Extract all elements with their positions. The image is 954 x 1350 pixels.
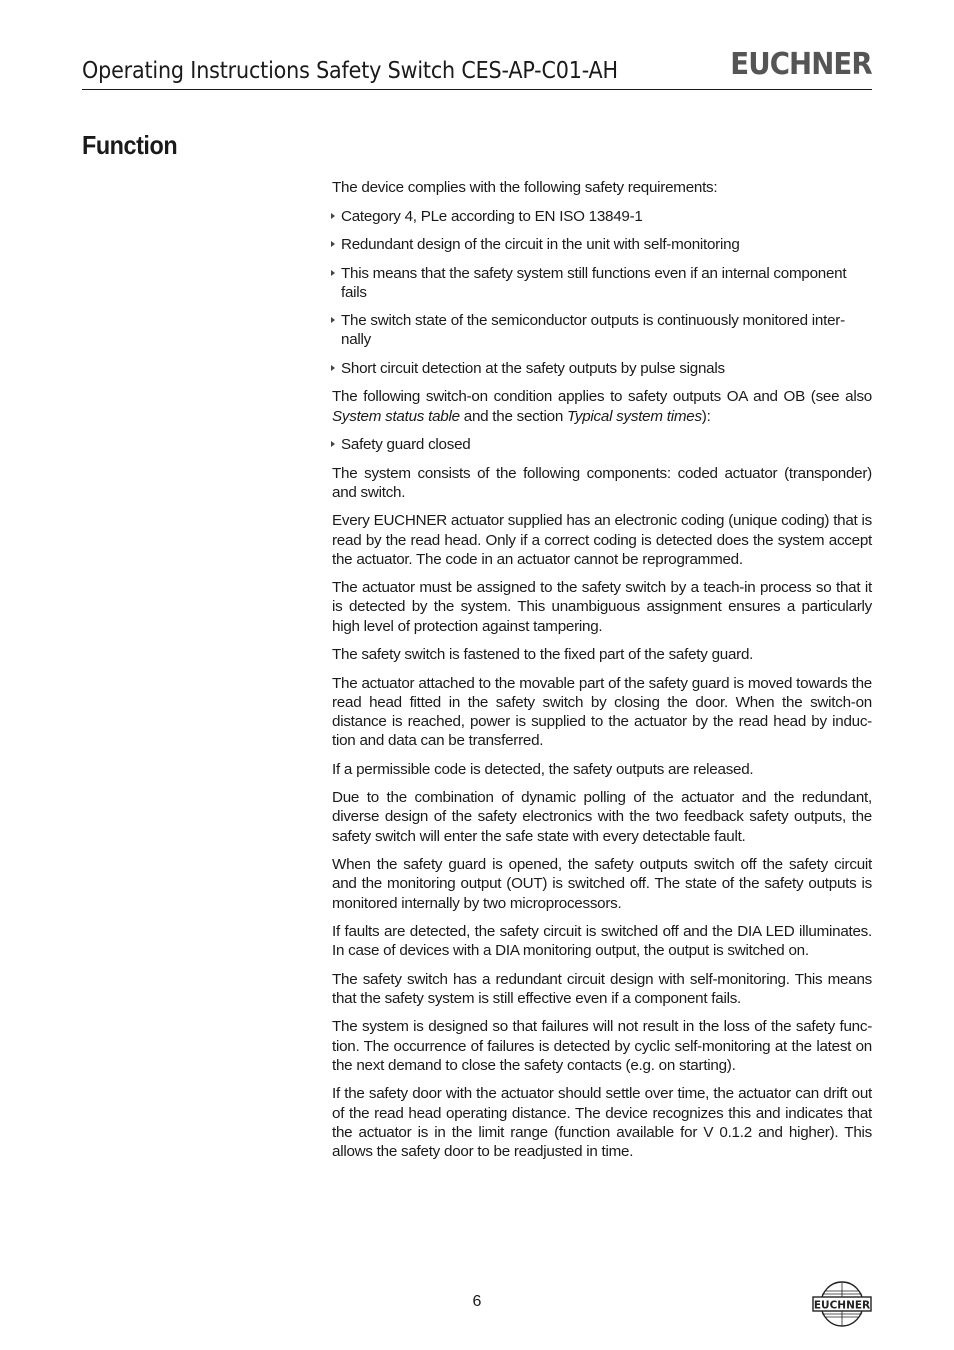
content-body [332,178,872,1170]
paragraph: The safety switch is fastened to the fixed part of the safety guard. [332,646,754,664]
paragraph: The actuator must be assigned to the safety switch by a teach-in process so that it is detected by the system. This unambiguous assignment ensures a particularly high level of protection against tampering. [332,579,872,635]
seal-text: EUCHNER [813,1299,871,1312]
page-header [82,48,872,90]
paragraph: The safety switch has a redundant circuit design with self-monitoring. This means that the safety system is still effective even if a component fails. [332,970,872,1007]
list-item: Redundant design of the circuit in the unit with self-monitoring [332,235,872,254]
page-number: 6 [472,1293,482,1310]
list-item: Short circuit detection at the safety outputs by pulse signals [332,359,872,378]
list-item: Category 4, PLe according to EN ISO 13849-1 [332,207,872,226]
intro-paragraph: The device complies with the following safety requirements: [332,179,718,196]
list-item: This means that the safety system still functions even if an internal component fails [332,264,872,302]
section-title: Function [82,130,178,160]
paragraph: When the safety guard is opened, the safety outputs switch off the safety circuit and the monitoring output (OUT) is switched off. The state of the safety outputs is monitored internally by two microprocessors. [332,856,872,912]
switch-on-condition-paragraph: The following switch-on condition applies to safety outputs OA and OB (see also System status table and the section Typical system times): [332,388,872,425]
bullet-triangle-icon [331,241,335,247]
list-item: The switch state of the semiconductor outputs is continuously monitored inter-nally [332,311,872,349]
paragraph: Every EUCHNER actuator supplied has an electronic coding (unique coding) that is read by the read head. Only if a correct coding is detected does the system accept the actuator. The code in an actuator cannot be reprogrammed. [332,512,872,568]
paragraph: The system is designed so that failures will not result in the loss of the safety func-tion. The occurrence of failures is detected by cyclic self-monitoring at the latest on the next demand to close the safety contacts (e.g. on starting). [332,1018,872,1074]
bullet-triangle-icon [331,270,335,276]
paragraph: If a permissible code is detected, the safety outputs are released. [332,760,754,778]
reference-typical-system-times: Typical system times [566,407,702,425]
reference-system-status-table: System status table [332,407,460,425]
list-item: Safety guard closed [332,435,872,454]
bullet-triangle-icon [331,213,335,219]
paragraph: If the safety door with the actuator should settle over time, the actuator can drift out of the read head operating distance. The device recognizes this and indicates that the actuator is in the limit range (function available for V 0.1.2 and higher). This allows the safety door to be readjusted in time. [332,1085,872,1160]
paragraph: If faults are detected, the safety circuit is switched off and the DIA LED illuminates. In case of devices with a DIA monitoring output, the output is switched on. [332,923,872,960]
bullet-triangle-icon [331,317,335,323]
bullet-triangle-icon [331,441,335,447]
euchner-seal-logo [812,1280,872,1328]
paragraph: Due to the combination of dynamic polling of the actuator and the redundant, diverse design of the safety electronics with the two feedback safety outputs, the safety switch will enter the safe state with every detectable fault. [332,789,872,845]
bullet-triangle-icon [331,365,335,371]
document-title: Operating Instructions Safety Switch CES-AP-C01-AH [82,58,618,84]
brand-logo: EUCHNER [730,47,872,82]
paragraph: The actuator attached to the movable part of the safety guard is moved towards the read head fitted in the safety switch by closing the door. When the switch-on distance is reached, power is supplied to the actuator by the read head by induc-tion and data can be transferred. [332,674,872,750]
paragraph: The system consists of the following components: coded actuator (transponder) and switch. [332,464,872,501]
